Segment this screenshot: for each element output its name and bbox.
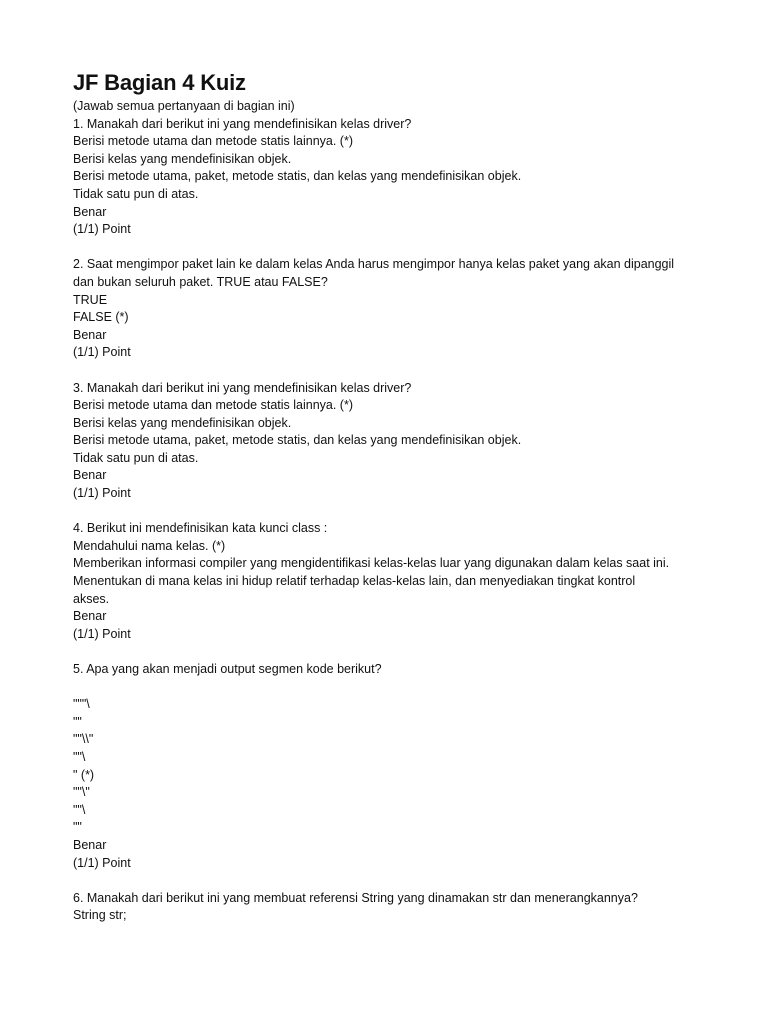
answer-option: Berisi metode utama, paket, metode statis, dan kelas yang mendefinisikan objek.: [73, 169, 522, 184]
answer-option: TRUE: [73, 292, 108, 307]
answer-option: Berisi kelas yang mendefinisikan objek.: [73, 415, 292, 430]
answer-option: Berisi metode utama dan metode statis lainnya. (*): [73, 398, 353, 413]
instruction-text: (Jawab semua pertanyaan di bagian ini): [73, 99, 295, 113]
code-option: ""\: [73, 802, 86, 817]
points-label: (1/1) Point: [73, 486, 131, 501]
question-line: 4. Berikut ini mendefinisikan kata kunci class :: [73, 521, 328, 536]
points-label: (1/1) Point: [73, 222, 131, 237]
question-line: 2. Saat mengimpor paket lain ke dalam kelas Anda harus mengimpor hanya kelas paket yang akan dipanggil: [73, 257, 675, 272]
points-label: (1/1) Point: [73, 855, 131, 870]
answer-option: Mendahului nama kelas. (*): [73, 538, 226, 553]
answer-option: Berisi metode utama, paket, metode statis, dan kelas yang mendefinisikan objek.: [73, 433, 522, 448]
question-2: [73, 256, 713, 362]
code-output-options: [73, 696, 713, 837]
result-label: Benar: [73, 468, 107, 483]
question-line: 3. Manakah dari berikut ini yang mendefinisikan kelas driver?: [73, 380, 412, 395]
code-option: " (*): [73, 767, 95, 782]
answer-option: Tidak satu pun di atas.: [73, 450, 199, 465]
answer-option: Memberikan informasi compiler yang mengidentifikasi kelas-kelas luar yang digunakan dalam kelas saat ini.: [73, 556, 670, 571]
answer-option: Tidak satu pun di atas.: [73, 186, 199, 201]
result-label: Benar: [73, 837, 107, 852]
question-line: dan bukan seluruh paket. TRUE atau FALSE?: [73, 274, 328, 289]
answer-option: FALSE (*): [73, 310, 129, 325]
question-line: 5. Apa yang akan menjadi output segmen kode berikut?: [73, 662, 382, 676]
document-page: [73, 68, 713, 943]
question-4: [73, 520, 713, 643]
points-label: (1/1) Point: [73, 345, 131, 360]
code-option: ""\": [73, 785, 90, 800]
code-option: "": [73, 820, 82, 835]
answer-option: Menentukan di mana kelas ini hidup relatif terhadap kelas-kelas lain, dan menyediakan tingkat kontrol: [73, 574, 636, 589]
result-label: Benar: [73, 204, 107, 219]
answer-option: Berisi metode utama dan metode statis lainnya. (*): [73, 134, 353, 149]
result-label: Benar: [73, 609, 107, 624]
answer-option: akses.: [73, 591, 110, 606]
answer-option: String str;: [73, 908, 127, 923]
code-option: ""\: [73, 749, 86, 764]
question-line: 1. Manakah dari berikut ini yang mendefinisikan kelas driver?: [73, 116, 412, 131]
result-label: Benar: [73, 327, 107, 342]
question-3: [73, 380, 713, 503]
question-5: [73, 661, 713, 872]
document-title: JF Bagian 4 Kuiz: [73, 70, 246, 95]
question-line: 6. Manakah dari berikut ini yang membuat referensi String yang dinamakan str dan menerangkannya?: [73, 890, 638, 905]
answer-option: Berisi kelas yang mendefinisikan objek.: [73, 151, 292, 166]
question-1: [73, 116, 713, 239]
code-option: """\: [73, 697, 90, 712]
question-6: [73, 890, 713, 925]
points-label: (1/1) Point: [73, 626, 131, 641]
code-option: ""\\": [73, 732, 94, 747]
code-option: "": [73, 714, 82, 729]
